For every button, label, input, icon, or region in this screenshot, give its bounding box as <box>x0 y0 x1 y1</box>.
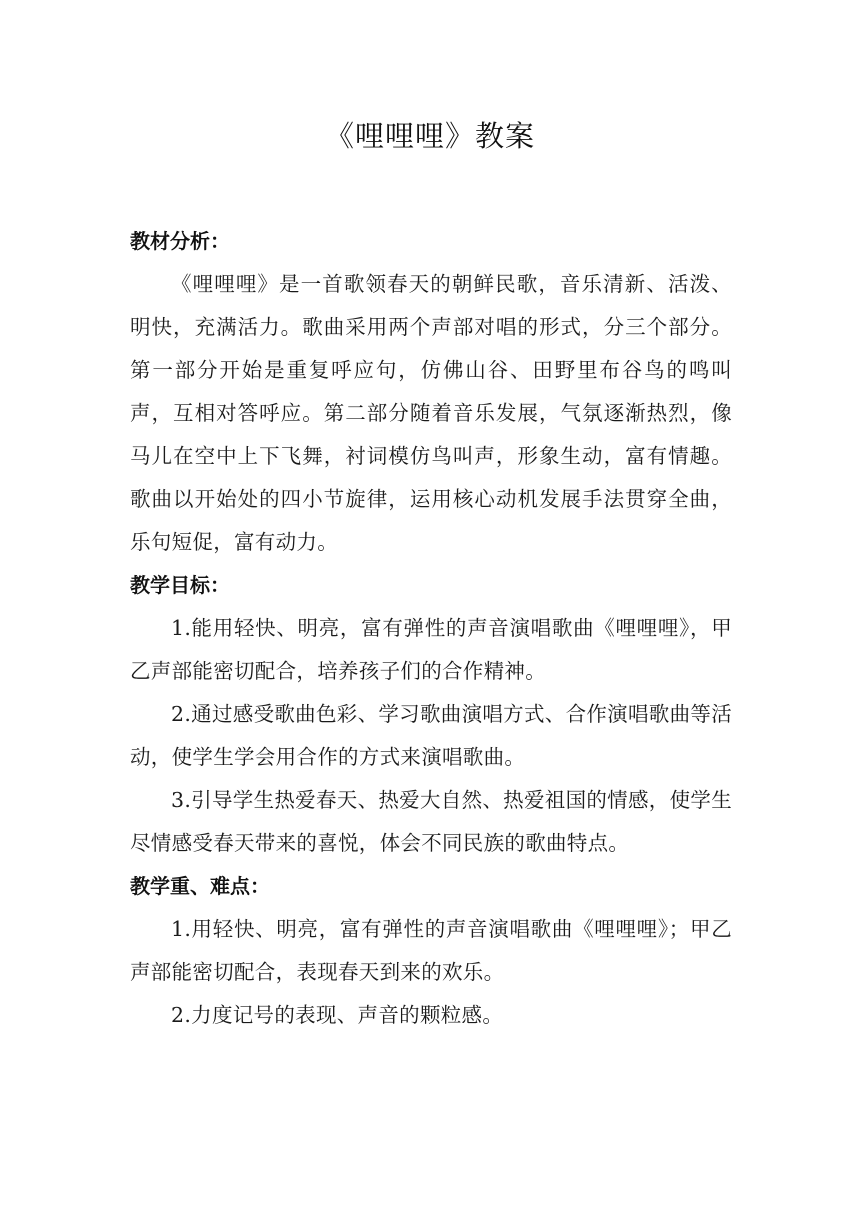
section-heading-key-difficulties: 教学重、难点： <box>130 874 270 898</box>
paragraph-goal-2: 2.通过感受歌曲色彩、学习歌曲演唱方式、合作演唱歌曲等活动，使学生学会用合作的方式来演唱歌曲。 <box>130 702 732 769</box>
document-title: 《哩哩哩》教案 <box>324 119 535 153</box>
paragraph-material-analysis: 《哩哩哩》是一首歌领春天的朝鲜民歌，音乐清新、活泼、明快，充满活力。歌曲采用两个声部对唱的形式，分三个部分。第一部分开始是重复呼应句，仿佛山谷、田野里布谷鸟的鸣叫声，互相对答呼应。第二部分随着音乐发展，气氛逐渐热烈，像马儿在空中上下飞舞，衬词模仿鸟叫声，形象生动，富有情趣。歌曲以开始处的四小节旋律，运用核心动机发展手法贯穿全曲，乐句短促，富有动力。 <box>130 272 732 554</box>
paragraph-difficulty-1: 1.用轻快、明亮，富有弹性的声音演唱歌曲《哩哩哩》；甲乙声部能密切配合，表现春天到来的欢乐。 <box>130 917 732 984</box>
paragraph-goal-3: 3.引导学生热爱春天、热爱大自然、热爱祖国的情感，使学生尽情感受春天带来的喜悦，体会不同民族的歌曲特点。 <box>130 788 732 855</box>
section-heading-material-analysis: 教材分析： <box>130 229 230 253</box>
paragraph-difficulty-2: 2.力度记号的表现、声音的颗粒感。 <box>171 1003 504 1027</box>
document-body <box>130 220 732 1037</box>
paragraph-goal-1: 1.能用轻快、明亮，富有弹性的声音演唱歌曲《哩哩哩》，甲乙声部能密切配合，培养孩子们的合作精神。 <box>130 616 732 683</box>
section-heading-teaching-goals: 教学目标： <box>130 573 230 597</box>
